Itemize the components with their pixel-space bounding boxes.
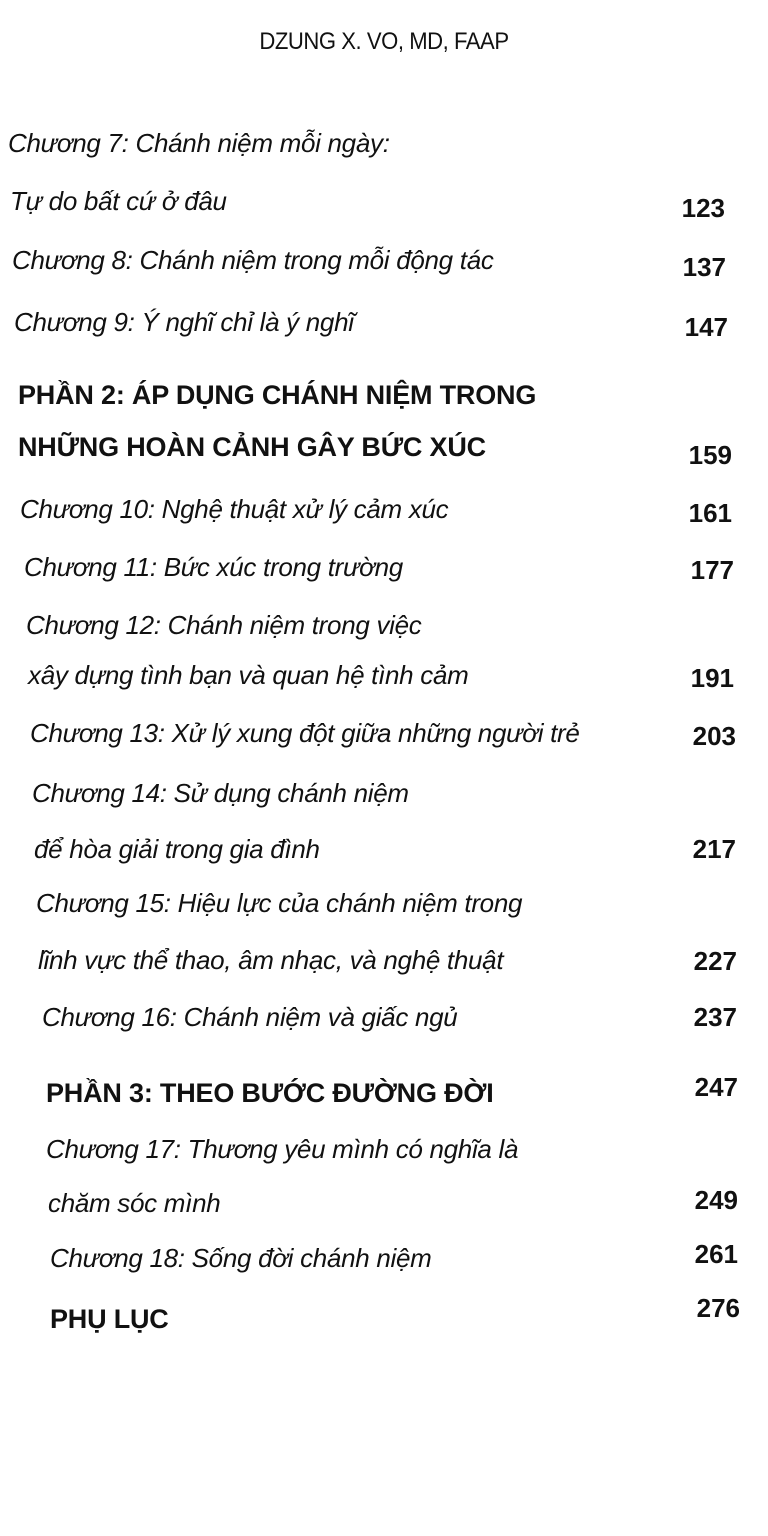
toc-entry-text: Chương 7: Chánh niệm mỗi ngày: bbox=[8, 128, 390, 158]
toc-page-number: 203 bbox=[692, 721, 736, 751]
toc-page-number: 147 bbox=[684, 312, 728, 342]
toc-page-number: 237 bbox=[693, 1002, 737, 1032]
toc-entry-text: Chương 13: Xử lý xung đột giữa những người trẻ bbox=[30, 718, 580, 748]
toc-entry-text: lĩnh vực thể thao, âm nhạc, và nghệ thuật bbox=[38, 945, 504, 975]
toc-entry-text: Chương 17: Thương yêu mình có nghĩa là bbox=[46, 1134, 519, 1164]
toc-page-number: 191 bbox=[690, 663, 734, 693]
toc-entry-text: Chương 10: Nghệ thuật xử lý cảm xúc bbox=[20, 494, 449, 524]
toc-entry-text: Chương 14: Sử dụng chánh niệm bbox=[32, 778, 409, 808]
toc-entry-text: Chương 18: Sống đời chánh niệm bbox=[50, 1243, 432, 1273]
toc-page-number: 159 bbox=[688, 440, 732, 470]
toc-entry-text: Chương 11: Bức xúc trong trường bbox=[24, 552, 403, 582]
toc-entry-text: Chương 9: Ý nghĩ chỉ là ý nghĩ bbox=[14, 307, 354, 337]
toc-page-number: 137 bbox=[682, 252, 726, 282]
toc-entry-text: Chương 12: Chánh niệm trong việc bbox=[26, 610, 422, 640]
toc-page-number: 123 bbox=[681, 193, 725, 223]
toc-page-number: 217 bbox=[692, 834, 736, 864]
toc-entry-text: Chương 16: Chánh niệm và giấc ngủ bbox=[42, 1002, 458, 1032]
part-heading: PHẦN 3: THEO BƯỚC ĐƯỜNG ĐỜI bbox=[46, 1078, 494, 1108]
toc-page-number: 227 bbox=[693, 946, 737, 976]
toc-entry-text: chăm sóc mình bbox=[48, 1188, 221, 1218]
toc-page-number: 161 bbox=[688, 498, 732, 528]
appendix-heading: PHỤ LỤC bbox=[50, 1304, 169, 1334]
part-heading: PHẦN 2: ÁP DỤNG CHÁNH NIỆM TRONG bbox=[18, 380, 537, 410]
toc-page-number: 247 bbox=[694, 1072, 738, 1102]
toc-page-number: 177 bbox=[690, 555, 734, 585]
toc-page-number: 249 bbox=[694, 1185, 738, 1215]
toc-entry-text: để hòa giải trong gia đình bbox=[34, 834, 320, 864]
running-header: DZUNG X. VO, MD, FAAP bbox=[259, 28, 509, 55]
toc-page-number: 261 bbox=[694, 1239, 738, 1269]
toc-entry-text: Chương 15: Hiệu lực của chánh niệm trong bbox=[36, 888, 523, 918]
toc-entry-text: Tự do bất cứ ở đâu bbox=[10, 186, 227, 216]
part-heading: NHỮNG HOÀN CẢNH GÂY BỨC XÚC bbox=[18, 432, 486, 462]
toc-page-number: 276 bbox=[696, 1293, 740, 1323]
toc-entry-text: xây dựng tình bạn và quan hệ tình cảm bbox=[28, 660, 469, 690]
toc-entry-text: Chương 8: Chánh niệm trong mỗi động tác bbox=[12, 245, 494, 275]
